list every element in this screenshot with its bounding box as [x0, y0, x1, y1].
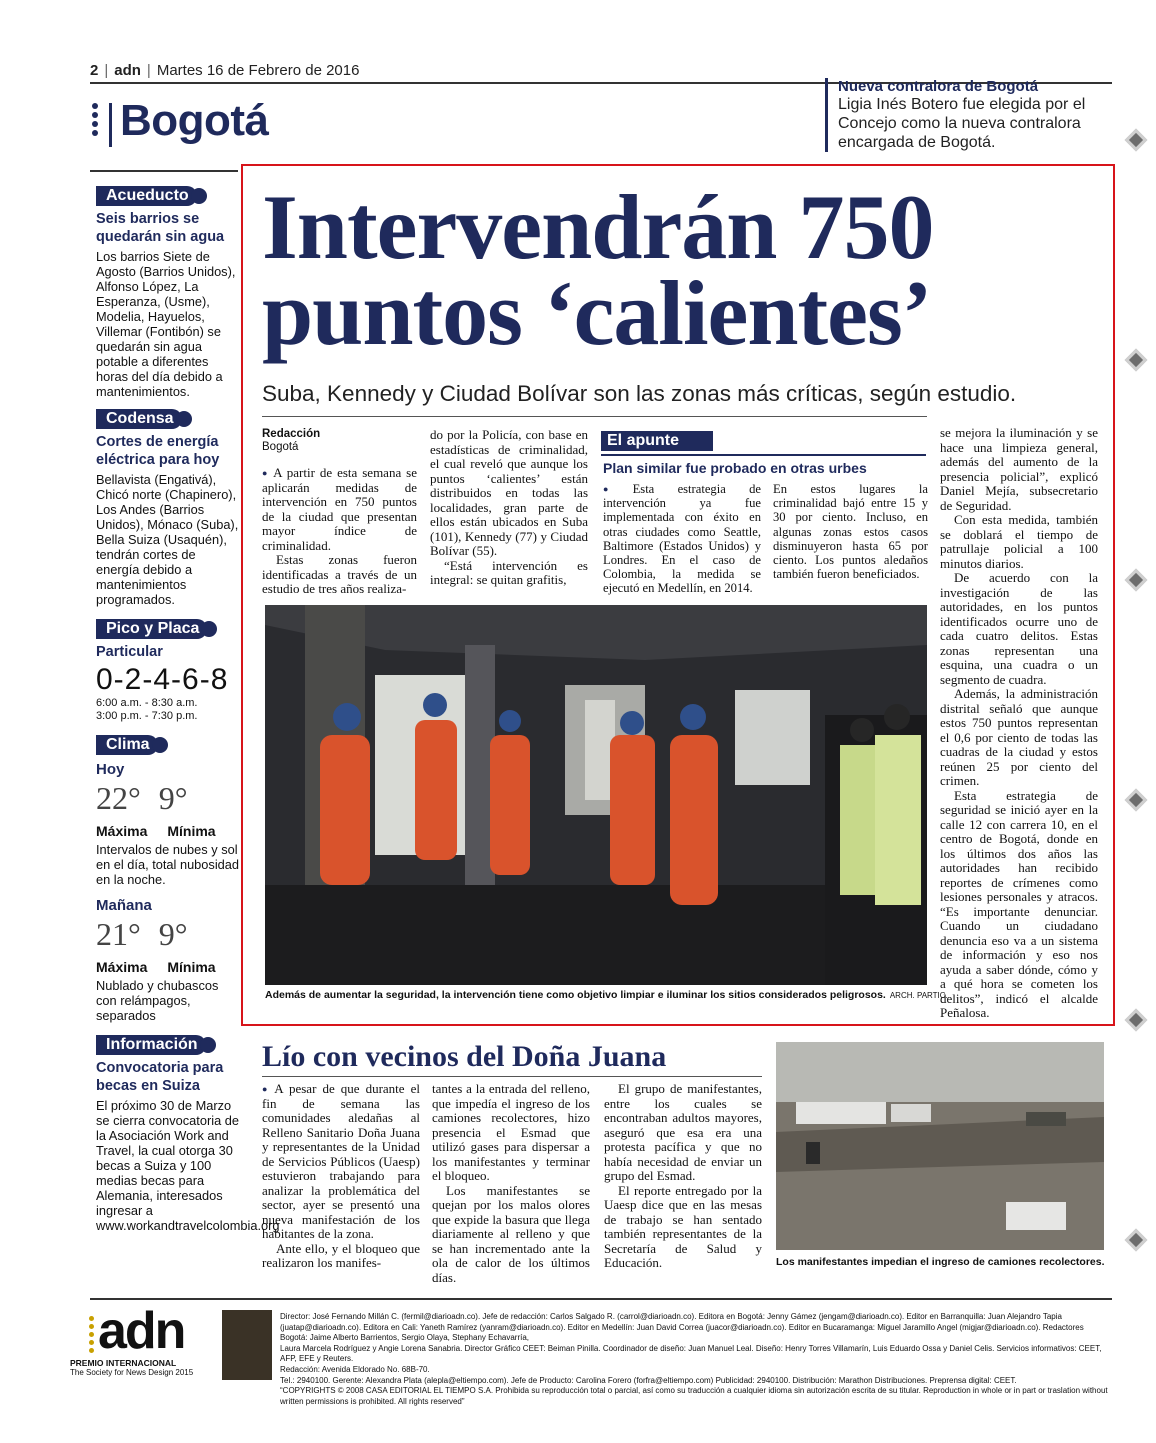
- min-label: Mínima: [167, 959, 216, 975]
- brief-title: Nueva contralora de Bogotá: [838, 78, 1039, 95]
- page-number: 2: [90, 62, 99, 79]
- second-column-2: [432, 1082, 590, 1285]
- pico-placa-subtitle: Particular: [96, 644, 163, 660]
- today-min: 9°: [158, 780, 188, 816]
- today-max: 22°: [96, 780, 141, 816]
- acueducto-subtitle: Seis barrios se quedarán sin agua: [96, 211, 225, 245]
- brief-body: Ligia Inés Botero fue elegida por el Concejo como la nueva contralora encargada de Bogotá.: [838, 96, 1086, 151]
- today-temps: [96, 780, 240, 817]
- tomorrow-min: 9°: [158, 916, 188, 952]
- byline-place: Bogotá: [262, 441, 299, 453]
- apunte-column-2: [773, 482, 928, 581]
- margin-diamond-icon: [1125, 1229, 1148, 1252]
- apunte-label: El apunte: [601, 431, 713, 451]
- award-line-2: The Society for News Design 2015: [70, 1368, 194, 1377]
- page-header: 2 | adn | Martes 16 de Febrero de 2016: [90, 62, 360, 79]
- landfill-illustration: [776, 1042, 1104, 1250]
- second-headline-rule: [262, 1076, 762, 1077]
- second-paragraph: ● A pesar de que durante el fin de semana las comunidades aledañas al Relleno Sanitario Doña Juana y representantes de la Unidad de Servicios Públicos (Uaesp) estuvieron trabajando para analizar la problemática del sector, ayer se presentó una nueva manifestación de los habitantes de la zona.: [262, 1082, 420, 1242]
- tomorrow-max: 21°: [96, 916, 141, 952]
- deck-rule: [262, 416, 927, 417]
- section-title: Bogotá: [120, 96, 269, 145]
- margin-diamond-icon: [1125, 129, 1148, 152]
- main-photo: [265, 605, 927, 985]
- apunte-paragraph: En estos lugares la criminalidad bajó entre 15 y 30 por ciento. Incluso, en algunas zonas estos casos disminuyeron hasta 65 por ciento. Los puntos aledaños también fueron beneficiados.: [773, 482, 928, 582]
- apunte-column-1: [603, 482, 761, 596]
- codensa-subtitle: Cortes de energía eléctrica para hoy: [96, 434, 220, 468]
- second-headline: Lío con vecinos del Doña Juana: [262, 1040, 667, 1073]
- margin-diamond-icon: [1125, 569, 1148, 592]
- story-paragraph: Además, la administración distrital señaló que aunque estos 750 puntos representan el 0,6 por ciento de todas las cuadras de la ciudad y estos reúnen 25 por ciento del crimen.: [940, 686, 1098, 788]
- section-dots: [92, 103, 102, 139]
- credits-line: “COPYRIGHTS © 2008 CASA EDITORIAL EL TIEMPO S.A. Prohibida su reproducción total o parcial, así como su traducción a cualquier idioma sin autorización escrita de su titular. Reproduction in whole or in part or traslation without written permissions is prohibited. All rights reserved”: [280, 1386, 1108, 1406]
- apunte-title: Plan similar fue probado en otras urbes: [603, 460, 867, 476]
- story-column-1: [262, 428, 417, 597]
- today-label: Hoy: [96, 761, 125, 778]
- story-paragraph: Con esta medida, también se doblará el tiempo de patrullaje policial a 100 minutos diarios.: [940, 512, 1098, 571]
- story-paragraph: Estas zonas fueron identificadas a través de un estudio de tres años realiza-: [262, 552, 417, 596]
- story-column-4: [940, 426, 1098, 1021]
- credits-line: Laura Marcela Rodríguez y Angie Lorena Sanabria. Director Gráfico CEET: Beiman Pinilla. Coordinador de diseño: Juan Manuel Leal. Diseño: Henry Torres Villamarín, Luis Eduardo Ossa y Daniel Celis. Servicios informativos: CEET, AFP, EFE y Reuters.: [280, 1343, 1102, 1364]
- byline-name: Redacción: [262, 428, 321, 440]
- adn-logo: adn: [98, 1302, 185, 1360]
- max-label: Máxima: [96, 959, 148, 975]
- story-paragraph: ● A partir de esta semana se aplicarán medidas de intervención en 750 puntos de la ciudad que presentan mayor índice de criminalidad.: [262, 466, 417, 553]
- main-deck: Suba, Kennedy y Ciudad Bolívar son las zonas más críticas, según estudio.: [262, 381, 1017, 406]
- credits-line: Director: José Fernando Millán C. (fermil@diarioadn.co). Jefe de redacción: Carlos Salgado R. (carrol@diarioadn.co). Editora en Bogotá: Jenny Gámez (jengam@diarioadn.co). Editor en Barranquilla: Juan Alejandro Tapia (juatap@diarioadn.co). Editora en Cali: Yaneth Ramírez (yanram@diarioadn.co). Editor en Medellín: Juan David Correa (juacor@diarioadn.co). Editor en Bucaramanga: Miguel Jaramillo Angel (migjar@diarioadn.co). Redactores Bogotá: Jaime Alberto Barrientos, Sergio Olaya, Stephany Echavarría,: [280, 1312, 1084, 1343]
- tomorrow-label: Mañana: [96, 897, 152, 914]
- apunte-paragraph: ● Esta estrategia de intervención ya fue implementada con éxito en otras ciudades como Seattle, Baltimore (Estados Unidos) y Londres. En el caso de Colombia, la medida se ejecutó en Medellín, en 2014.: [603, 482, 761, 596]
- second-paragraph: El reporte entregado por la Uaesp dice que en las mesas de trabajo se han sentado también representantes de la Secretaría de Salud y Educación.: [604, 1182, 762, 1270]
- second-column-1: [262, 1082, 420, 1271]
- credits-line: Tel.: 2940100. Gerente: Alexandra Plata (alepla@eltiempo.com). Jefe de Producto: Carolina Forero (forfra@eltiempo.com) Publicidad: 2940100. Distribución: Marathon Distribuciones. Preprensa digital: CEET.: [280, 1375, 1017, 1385]
- footer-rule: [90, 1298, 1112, 1300]
- section-bar: [109, 103, 112, 147]
- award-text: [70, 1359, 193, 1377]
- apunte-rule: [601, 454, 926, 456]
- second-paragraph: Ante ello, y el bloqueo que realizaron los manifes-: [262, 1240, 420, 1270]
- tomorrow-temp-labels: [96, 959, 240, 975]
- today-forecast: Intervalos de nubes y sol en el día, total nubosidad en la noche.: [96, 842, 240, 887]
- photo-caption-text: Además de aumentar la seguridad, la intervención tiene como objetivo limpiar e iluminar los sitios considerados peligrosos.: [265, 989, 886, 1001]
- acueducto-label: Acueducto: [96, 186, 197, 206]
- tomorrow-temps: [96, 916, 240, 953]
- acueducto-text: Los barrios Siete de Agosto (Barrios Unidos), Alfonso López, La Esperanza, (Usme), Modelia, Hayuelos, Villemar (Fontibón) se quedarán sin agua potable a diferentes horas del día debido a mantenimientos.: [96, 249, 236, 399]
- story-column-2: [430, 428, 588, 588]
- informacion-subtitle: Convocatoria para becas en Suiza: [96, 1060, 224, 1094]
- photo-illustration: [265, 605, 927, 985]
- max-label: Máxima: [96, 823, 148, 839]
- story-paragraph: se mejora la iluminación y se hace una limpieza general, además del aumento de la presencia policial”, explicó Daniel Mejía, subsecretario de Seguridad.: [940, 425, 1098, 513]
- credits-block: [280, 1312, 1110, 1407]
- credits-line: Redacción: Avenida Eldorado No. 68B-70.: [280, 1364, 430, 1374]
- headline-line-1: Intervendrán 750: [262, 176, 934, 278]
- publication-date: Martes 16 de Febrero de 2016: [156, 62, 360, 79]
- min-label: Mínima: [167, 823, 216, 839]
- second-paragraph: Los manifestantes se quejan por los malos olores que expide la basura que llega diariamente al relleno y que se han incrementado ante la ola de calor de los últimos días.: [432, 1182, 590, 1285]
- landfill-caption: Los manifestantes impedian el ingreso de camiones recolectores.: [776, 1256, 1105, 1268]
- pico-placa-hours-2: 3:00 p.m. - 7:30 p.m.: [96, 710, 198, 722]
- photo-caption: [265, 989, 948, 1001]
- pico-placa-hours-1: 6:00 a.m. - 8:30 a.m.: [96, 697, 198, 709]
- story-paragraph: Esta estrategia de seguridad se inició ayer en la calle 12 con carrera 10, en el centro de Bogotá, donde en los últimos dos años las autoridades han recibido reportes de crímenes como lesiones personales y atracos. “Es importante denunciar. Cuando un ciudadano denuncia eso va a un sistema de información y eso nos ayuda a saber dónde, cómo y a qué hora se cometen los delitos”, indicó el alcalde Peñalosa.: [940, 787, 1098, 1020]
- brand-name: adn: [114, 62, 141, 79]
- story-paragraph: do por la Policía, con base en estadísticas de criminalidad, el cual reveló que aunque los puntos ‘calientes’ están distribuidos en todas las localidades, gran parte de ellos están ubicados en Suba (101), Kennedy (77) y Ciudad Bolívar (55).: [430, 427, 588, 558]
- second-paragraph: tantes a la entrada del relleno, que impedía el ingreso de los camiones recolectores, hizo presencia el Esmad que utilizó gases para dispersar a los manifestantes y terminar el bloqueo.: [432, 1081, 590, 1183]
- second-column-3: [604, 1082, 762, 1271]
- codensa-text: Bellavista (Engativá), Chicó norte (Chapinero), Los Andes (Barrios Unidos), Mónaco (Suba), Bella Suiza (Usaquén), tendrán cortes de energía debido a mantenimientos programados.: [96, 472, 239, 607]
- clima-label: Clima: [96, 735, 158, 755]
- photo-credit: ARCH. PARTIC.: [889, 991, 948, 1000]
- award-line-1: PREMIO INTERNACIONAL: [70, 1358, 177, 1368]
- story-paragraph: “Está intervención es integral: se quitan grafitis,: [430, 557, 588, 587]
- award-badge-icon: [222, 1310, 272, 1380]
- landfill-photo: [776, 1042, 1104, 1250]
- informacion-label: Información: [96, 1035, 206, 1055]
- sidebar-rule: [90, 170, 238, 172]
- informacion-text: El próximo 30 de Marzo se cierra convocatoria de la Asociación Work and Travel, la cual otorga 30 becas a Suiza y 100 medias becas para Alemania, interesados ingresar a www.workandtravelcolombia.org: [96, 1098, 280, 1233]
- second-paragraph: El grupo de manifestantes, entre los cuales se encontraban adultos mayores, aseguró que esa era una protesta pacífica y que no había necesidad de enviar un grupo del Esmad.: [604, 1081, 762, 1183]
- codensa-label: Codensa: [96, 409, 182, 429]
- today-temp-labels: [96, 823, 240, 839]
- sidebar: [96, 180, 280, 1233]
- headline-line-2: puntos ‘calientes’: [262, 262, 932, 364]
- pico-placa-digits: 0-2-4-6-8: [96, 663, 229, 696]
- margin-diamond-icon: [1125, 789, 1148, 812]
- byline: [262, 428, 417, 454]
- main-headline: [262, 176, 1102, 364]
- pico-placa-label: Pico y Placa: [96, 619, 207, 639]
- story-paragraph: De acuerdo con la investigación de las autoridades, en los puntos identificados ocurre uno de cada cuatro delitos. Estas zonas representan una esquina, una cuadra o un segmento de cuadra.: [940, 570, 1098, 687]
- tomorrow-forecast: Nublado y chubascos con relámpagos, separados: [96, 978, 219, 1023]
- margin-diamond-icon: [1125, 1009, 1148, 1032]
- news-brief: [825, 78, 1105, 152]
- margin-diamond-icon: [1125, 349, 1148, 372]
